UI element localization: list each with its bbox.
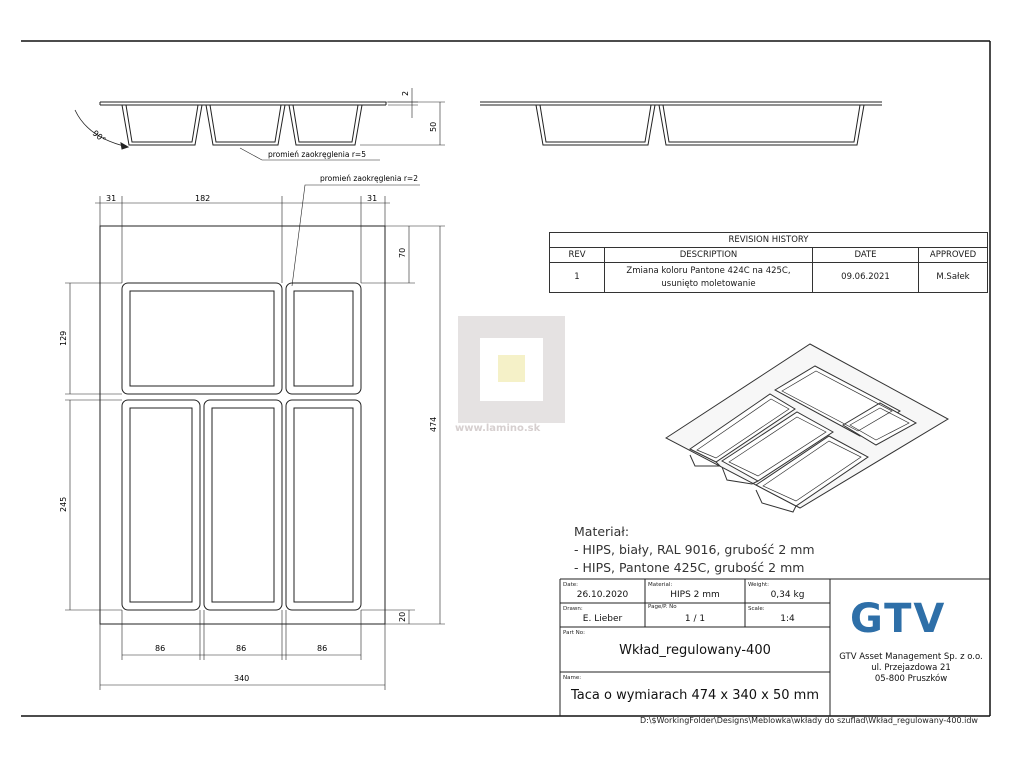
dim-top-cell-h: 129 [59, 330, 68, 346]
weight-label: Weight: [748, 582, 770, 588]
scale-value: 1:4 [780, 614, 795, 624]
name-label: Name: [563, 675, 582, 681]
top-view [65, 185, 445, 690]
rev-approved: M.Sałek [919, 263, 988, 293]
date-value: 26.10.2020 [576, 590, 629, 600]
dim-cell-w-2: 86 [236, 644, 247, 653]
part-value: Wkład_regulowany-400 [619, 643, 771, 658]
fillet-r2-label: promień zaokręglenia r=2 [320, 174, 418, 183]
dim-cell-w-3: 86 [317, 644, 328, 653]
dim-left-margin: 31 [106, 194, 117, 203]
dim-top-offset: 70 [398, 247, 407, 258]
dim-total-h: 474 [429, 416, 438, 432]
rev-description-line2: usunięto moletowanie [661, 278, 756, 289]
isometric-tray [666, 344, 948, 512]
rev-col-header: REV [550, 248, 605, 263]
dim-cell-w-1: 86 [155, 644, 166, 653]
approved-col-header: APPROVED [919, 248, 988, 263]
company-street: ul. Przejazdowa 21 [871, 663, 951, 673]
dim-thickness: 2 [401, 90, 410, 96]
fillet-r5-label: promień zaokręglenia r=5 [268, 150, 366, 159]
material-value: HIPS 2 mm [670, 590, 720, 600]
watermark-text: www.lamino.sk [455, 423, 541, 434]
gtv-logo: GTV [850, 596, 947, 642]
dim-right-margin: 31 [367, 194, 378, 203]
dim-height: 50 [429, 121, 438, 132]
material-label: Material: [648, 582, 673, 588]
material-notes [574, 523, 815, 577]
dim-bottom-cell-h: 245 [59, 496, 68, 512]
company-address [830, 652, 992, 685]
drawn-label: Drawn: [563, 606, 583, 612]
side-view-left [75, 88, 445, 160]
page-label: Page/P. No [648, 604, 677, 610]
revision-title: REVISION HISTORY [550, 233, 988, 248]
rev-description-line1: Zmiana koloru Pantone 424C na 425C, [626, 265, 791, 276]
dim-bottom-gap: 20 [398, 611, 407, 622]
scale-label: Scale: [748, 606, 765, 612]
angle-label: 90° [90, 128, 108, 145]
page-value: 1 / 1 [684, 614, 706, 624]
material-line-1: - HIPS, biały, RAL 9016, grubość 2 mm [574, 542, 815, 557]
revision-history-table [549, 232, 988, 293]
material-line-2: - HIPS, Pantone 425C, grubość 2 mm [574, 560, 805, 575]
drawn-value: E. Lieber [582, 614, 623, 624]
rev-description [605, 263, 813, 293]
rev-number: 1 [550, 263, 605, 293]
company-name: GTV Asset Management Sp. z o.o. [839, 652, 983, 662]
weight-value: 0,34 kg [770, 590, 805, 600]
company-city: 05-800 Pruszków [874, 674, 948, 684]
dim-top-width: 182 [195, 194, 211, 203]
side-view-right [480, 102, 882, 145]
file-path: D:\$WorkingFolder\Designs\Meblowka\wkłady do szuflad\Wkład_regulowany-400.idw [640, 716, 978, 725]
date-label: Date: [563, 582, 578, 588]
date-col-header: DATE [813, 248, 919, 263]
description-col-header: DESCRIPTION [605, 248, 813, 263]
rev-date: 09.06.2021 [813, 263, 919, 293]
watermark-square [498, 355, 525, 382]
material-heading: Materiał: [574, 524, 630, 539]
dim-total-w: 340 [234, 674, 250, 683]
name-value: Taca o wymiarach 474 x 340 x 50 mm [570, 688, 820, 703]
part-label: Part No: [563, 630, 585, 636]
